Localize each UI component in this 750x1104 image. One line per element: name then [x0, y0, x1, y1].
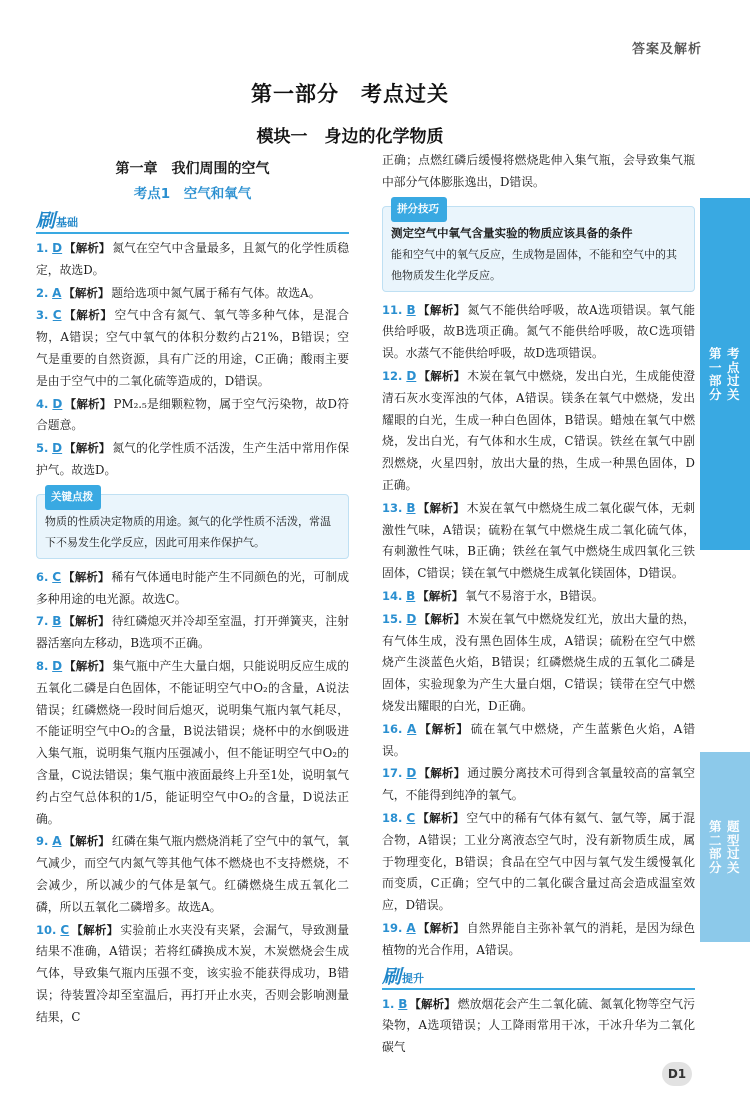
right-column: [382, 150, 695, 1060]
item-number: 11.: [382, 302, 403, 317]
side-tab-char: 关: [727, 386, 740, 402]
section-head-jichu: [36, 210, 349, 234]
page-number: D1: [662, 1062, 692, 1086]
analysis-label: 【解析】: [409, 996, 456, 1011]
item-number: 1.: [36, 241, 49, 255]
chapter-title: 第一章 我们周围的空气: [115, 161, 270, 177]
item-answer: D: [52, 441, 63, 456]
tip-title: 测定空气中氧气含量实验的物质应该具备的条件: [391, 225, 633, 240]
side-tab-part-two[interactable]: [700, 752, 750, 942]
analysis-label: 【解析】: [417, 302, 466, 317]
item-answer: B: [406, 588, 416, 603]
part-title: 第一部分 考点过关: [251, 82, 449, 106]
item-number: 12.: [382, 368, 403, 383]
item-text: 空气中含有氮气、氧气等多种气体，是混合物，A错误；空气中氧气的体积分数约占21%，B错误；空气是重要的自然资源，具有广泛的用途，C正确；酸雨主要是由于空气中的二氧化硫等造成的，D错误。: [36, 308, 350, 388]
item-number: 14.: [382, 588, 403, 603]
answer-item: [382, 586, 695, 608]
module-title: 模块一 身边的化学物质: [256, 127, 444, 147]
answer-item: [36, 831, 349, 918]
item-number: 6.: [36, 569, 49, 584]
analysis-label: 【解析】: [64, 658, 111, 673]
side-tab-char: 第: [709, 346, 722, 361]
side-tab-char: 部: [709, 373, 722, 388]
item-number: 4.: [36, 396, 49, 411]
answer-item: [36, 283, 349, 305]
analysis-label: 【解析】: [63, 569, 110, 584]
item-answer: C: [406, 810, 416, 825]
item-answer: C: [60, 922, 70, 937]
side-tab-part-one-col1: [709, 198, 722, 550]
shua-logo: 刷: [36, 210, 56, 232]
item-answer: D: [52, 658, 63, 673]
item-answer: D: [406, 368, 417, 383]
answer-item: [382, 498, 695, 585]
answer-item: [36, 567, 349, 611]
side-tab-char: 二: [709, 832, 722, 848]
item-number: 17.: [382, 766, 403, 781]
item-answer: B: [406, 302, 416, 317]
item-answer: C: [52, 569, 62, 584]
answer-item: [382, 808, 695, 917]
side-tab-char: 考: [727, 346, 740, 361]
answer-item: [382, 300, 695, 365]
analysis-label: 【解析】: [417, 500, 465, 515]
side-tab-char: 一: [709, 359, 722, 375]
side-tab-part-two-col1: [709, 752, 722, 942]
item-text: 通过膜分离技术可得到含氧量较高的富氧空气，不能得到纯净的氧气。: [382, 766, 696, 803]
analysis-label: 【解析】: [418, 721, 469, 736]
section-head-tisheng: [382, 966, 695, 990]
analysis-label: 【解析】: [64, 241, 111, 255]
item-text: 氮气在空气中含量最多，且氮气的化学性质稳定，故选D。: [36, 241, 350, 277]
item-text: 红磷在集气瓶内燃烧消耗了空气中的氧气，氧气减少，而空气内氮气等其他气体不燃烧也不支持燃烧，不会减少，所以减少的气体是氧气。红磷燃烧生成五氧化二磷，所以五氧化二磷增多。故选A。: [36, 834, 350, 914]
analysis-label: 【解析】: [64, 441, 111, 456]
item-answer: B: [406, 500, 416, 515]
item-number: 1.: [382, 996, 395, 1011]
item-answer: B: [52, 614, 62, 629]
item-text: 空气中的稀有气体有氦气、氩气等，属于混合物，A错误；工业分离液态空气时，没有新物质生成，属于物理变化，B错误；食品在空气中因与氧气发生缓慢氧化而变质，C正确；空气中的二氧化碳含量过高会造成温室效应，D错误。: [382, 810, 695, 913]
item-text: PM₂.₅是细颗粒物，属于空气污染物，故D符合题意。: [36, 396, 350, 433]
answer-item: [382, 719, 695, 763]
answer-item: [36, 438, 349, 482]
item-answer: D: [52, 241, 63, 255]
item-answer: C: [52, 308, 62, 323]
analysis-label: 【解析】: [63, 834, 110, 849]
section-label: 提升: [402, 971, 425, 985]
item-answer: D: [52, 396, 63, 411]
continued-text: 正确；点燃红磷后缓慢将燃烧匙伸入集气瓶，会导致集气瓶中部分气体膨胀逸出，D错误。: [382, 153, 695, 189]
item-answer: A: [52, 285, 62, 300]
shua-logo: 刷: [382, 965, 402, 988]
tip-text: 能和空气中的氧气反应，生成物是固体，不能和空气中的其他物质发生化学反应。: [391, 247, 677, 282]
item-text: 氧气不易溶于水，B错误。: [465, 588, 604, 603]
analysis-label: 【解析】: [71, 922, 119, 937]
analysis-label: 【解析】: [418, 766, 466, 781]
answer-item: [36, 394, 349, 438]
analysis-label: 【解析】: [417, 920, 465, 935]
item-number: 8.: [36, 658, 49, 673]
tip-badge: 关键点拨: [45, 485, 101, 510]
analysis-label: 【解析】: [63, 614, 110, 629]
side-tab-char: 过: [727, 846, 740, 861]
item-text: 稀有气体通电时能产生不同颜色的光，可制成多种用途的电光源。故选C。: [36, 569, 349, 606]
answer-item: [36, 238, 349, 282]
item-number: 19.: [382, 920, 403, 935]
analysis-label: 【解析】: [417, 810, 465, 825]
side-tab-char: 点: [727, 359, 740, 375]
answer-item: [382, 609, 695, 718]
analysis-label: 【解析】: [64, 396, 112, 411]
item-number: 16.: [382, 721, 403, 736]
item-answer: D: [406, 611, 417, 626]
item-number: 15.: [382, 611, 403, 626]
analysis-label: 【解析】: [417, 588, 464, 603]
analysis-label: 【解析】: [63, 308, 113, 323]
item-number: 7.: [36, 614, 49, 629]
side-tab-part-one[interactable]: [700, 198, 750, 550]
item-answer: A: [52, 834, 62, 849]
item-text: 待红磷熄灭并冷却至室温，打开弹簧夹，注射器活塞向左移动，B选项不正确。: [36, 614, 349, 651]
item-text: 自然界能自主弥补氧气的消耗，是因为绿色植物的光合作用，A错误。: [382, 920, 696, 957]
answer-item: [36, 611, 349, 655]
left-items-group-b: [36, 567, 349, 1029]
header-label: 答案及解析: [631, 42, 702, 57]
side-tab-char: 题: [727, 819, 740, 834]
answer-item: [382, 994, 695, 1059]
item-answer: A: [406, 920, 416, 935]
answer-item: [36, 305, 349, 392]
tip-text: 物质的性质决定物质的用途。氮气的化学性质不活泼，常温下不易发生化学反应，因此可用来作保护气。: [45, 514, 331, 549]
item-text: 硫在氧气中燃烧，产生蓝紫色火焰，A错误。: [382, 721, 696, 758]
item-number: 10.: [36, 922, 57, 937]
side-tab-char: 第: [709, 819, 722, 834]
analysis-label: 【解析】: [418, 611, 466, 626]
tip-box-scoring-skill: [382, 202, 695, 292]
item-number: 2.: [36, 285, 49, 300]
item-text: 实验前止水夹没有夹紧，会漏气，导致测量结果不准确，A错误；若将红磷换成木炭，木炭燃烧会生成气体，导致集气瓶内压强不变，该实验不能获得成功，B错误；待装置冷却至室温后，再打开止水夹，否则会影响测量结果，C: [36, 922, 349, 1024]
side-tab-char: 型: [727, 832, 740, 848]
item-number: 13.: [382, 500, 403, 515]
item-answer: A: [407, 721, 417, 736]
item-number: 5.: [36, 441, 49, 456]
left-items-group-a: [36, 238, 349, 482]
item-answer: D: [406, 766, 417, 781]
item-number: 3.: [36, 308, 49, 323]
item-answer: B: [398, 996, 408, 1011]
side-tab-part-one-col2: [727, 198, 740, 550]
item-text: 集气瓶中产生大量白烟，只能说明反应生成的五氧化二磷是白色固体，不能证明空气中O₂的含量，A说法错误；红磷燃烧一段时间后熄灭，说明集气瓶内氧气耗尽，不能证明空气中O₂的含量，B说法错误；烧杯中的水倒吸进入集气瓶，说明集气瓶内压强减小，但不能证明空气中O₂的含量，C说法错误；集气瓶中液面最终上升至1处，说明氧气约占空气总体积的1/5，能证明空气中O₂的含量，D说法正确。: [36, 658, 350, 826]
side-tab-char: 分: [709, 859, 722, 875]
item-text: 燃放烟花会产生二氧化硫、氮氧化物等空气污染物，A选项错误；人工降雨常用干冰，干冰升华为二氧化碳气: [382, 996, 695, 1055]
item-text: 木炭在氧气中燃烧发红光，放出大量的热，有气体生成，没有黑色固体生成，A错误；硫粉在空气中燃烧产生淡蓝色火焰，B错误；红磷燃烧生成的五氧化二磷是固体，实验现象为产生大量白烟，C错误；镁带在空气中燃烧发出耀眼的白光，D正确。: [382, 611, 696, 713]
side-tab-char: 分: [709, 386, 722, 402]
item-text: 木炭在氧气中燃烧生成二氧化碳气体，无刺激性气味，A错误；硫粉在氧气中燃烧生成二氧化硫气体，有刺激性气味，B正确；铁丝在氧气中燃烧生成四氧化三铁固体，C错误；镁在氧气中燃烧生成氧化镁固体，D错误。: [382, 500, 696, 581]
tip-box-key-point: [36, 490, 349, 559]
item-text: 木炭在氧气中燃烧，发出白光，生成能使澄清石灰水变浑浊的气体，A错误。镁条在氧气中燃烧，发出耀眼的白光，生成一种白色固体，B错误。蜡烛在氧气中燃烧，发出白光，有气体和水生成，C错误。铁丝在氧气中剧烈燃烧，火星四射，放出大量的热，生成一种黑色固体，D正确。: [382, 368, 696, 492]
tip-badge: 拼分技巧: [391, 197, 447, 222]
item-number: 18.: [382, 810, 403, 825]
answer-item: [36, 920, 349, 1029]
side-tab-part-two-col2: [727, 752, 740, 942]
right-items: [382, 300, 695, 962]
answer-item: [382, 918, 695, 962]
analysis-label: 【解析】: [418, 368, 466, 383]
item-text: 氮气的化学性质不活泼，生产生活中常用作保护气。故选D。: [36, 441, 350, 477]
side-tab-char: 过: [727, 373, 740, 388]
analysis-label: 【解析】: [63, 285, 110, 300]
left-column: [36, 150, 349, 1030]
item-text: 氮气不能供给呼吸，故A选项错误。氧气能供给呼吸，故B选项正确。氮气不能供给呼吸，故C选项错误。水蒸气不能供给呼吸，故D选项错误。: [382, 302, 695, 361]
section-label: 基础: [56, 216, 79, 229]
side-tab-char: 部: [709, 846, 722, 861]
item-text: 题给选项中氮气属于稀有气体。故选A。: [111, 285, 321, 300]
kaodian-title: 考点1 空气和氧气: [133, 186, 252, 202]
answer-item: [382, 366, 695, 497]
answer-item: [382, 763, 695, 807]
item-number: 9.: [36, 834, 49, 849]
answer-item: [36, 656, 349, 830]
side-tab-char: 关: [727, 859, 740, 875]
